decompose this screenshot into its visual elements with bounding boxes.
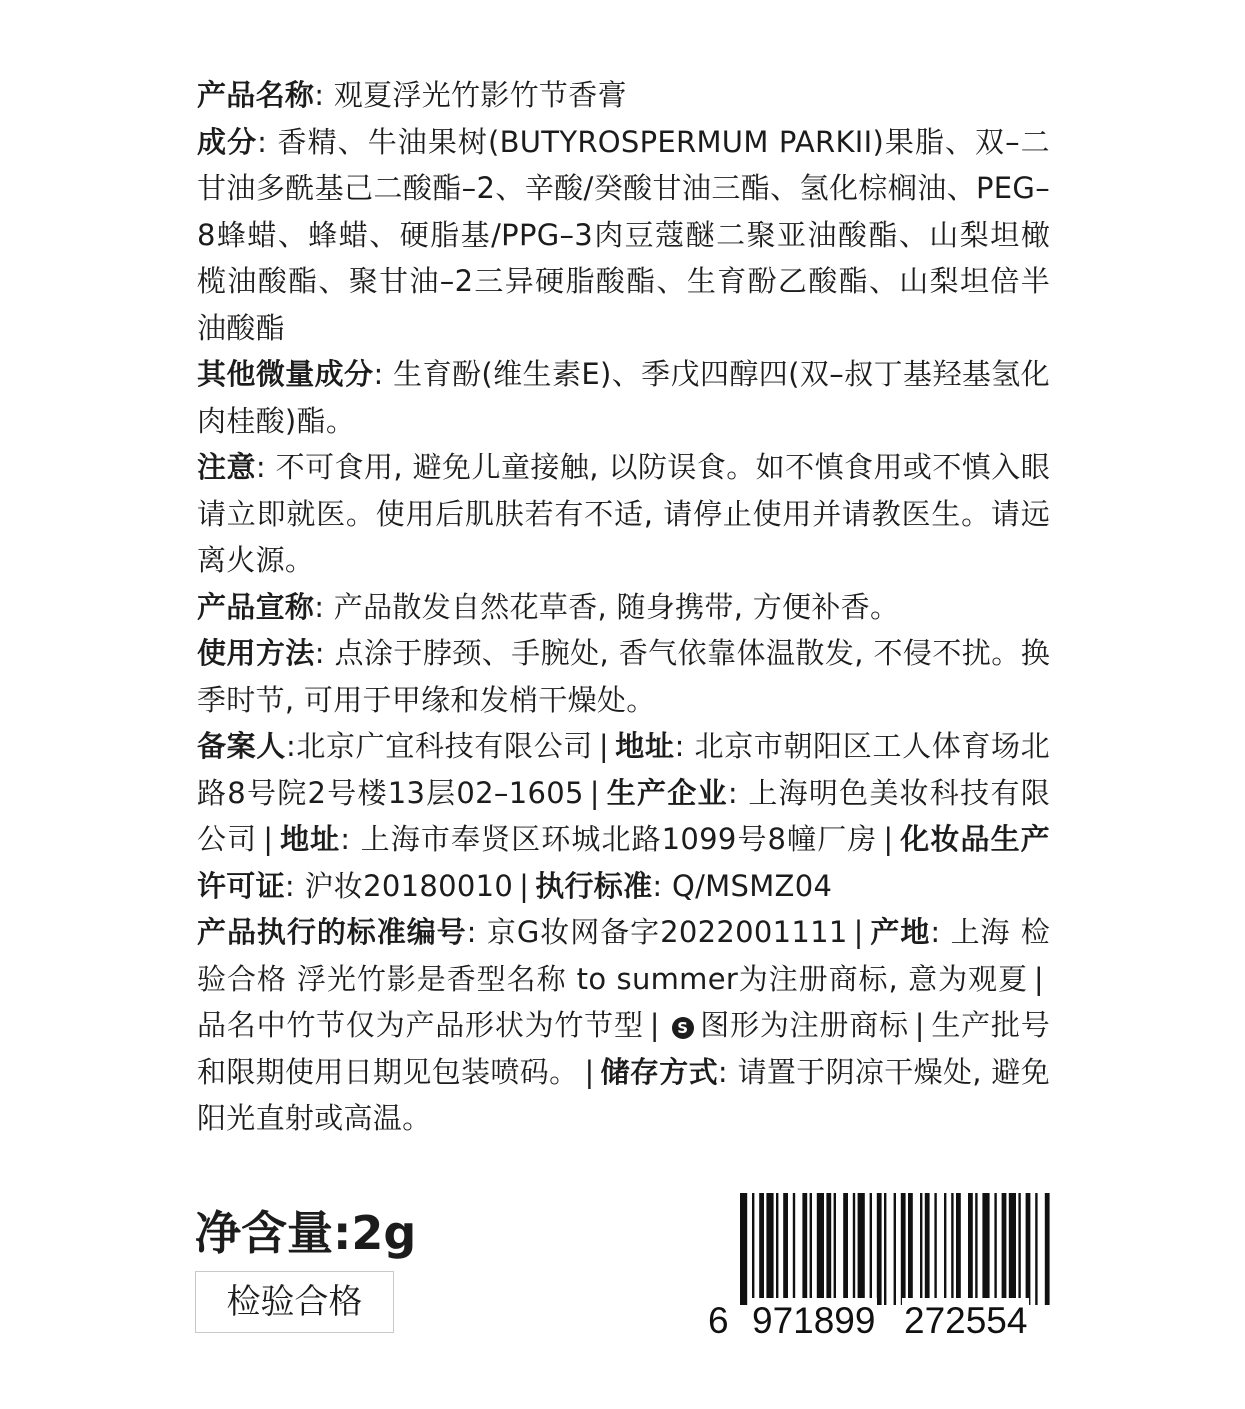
ingredients-value: 香精、牛油果树(BUTYROSPERMUM PARKII)果脂、双–二甘油多酰基己二酸酯–2、辛酸/癸酸甘油三酯、氢化棕榈油、PEG–8蜂蜡、蜂蜡、硬脂基/PPG–3肉豆蔻醚二聚亚油酸酯、山梨坦橄榄油酸酯、聚甘油–2三异硬脂酸酯、生育酚乙酸酯、山梨坦倍半油酸酯 — [197, 124, 1050, 345]
barcode-bar — [1009, 1193, 1016, 1305]
barcode-bar — [853, 1193, 855, 1305]
origin-value: 上海 — [950, 915, 1011, 949]
caution-line: 注意: 不可食用, 避免儿童接触, 以防误食。如不慎食用或不慎入眼请立即就医。使用后肌肤若有不适, 请停止使用并请教医生。请远离火源。 — [197, 450, 1050, 577]
product-name-key: 产品名称 — [197, 78, 315, 112]
usage-key: 使用方法 — [197, 636, 315, 670]
usage-value: 点涂于脖颈、手腕处, 香气依靠体温散发, 不侵不扰。换季时节, 可用于甲缘和发梢干燥处。 — [197, 636, 1050, 717]
barcode-bar — [826, 1193, 831, 1305]
barcode-bar — [994, 1193, 996, 1305]
brand-logo-icon: S — [672, 1017, 694, 1039]
inspection-text: 检验合格 — [197, 915, 1050, 996]
barcode-bar — [920, 1193, 922, 1305]
barcode-bar — [752, 1193, 754, 1305]
maker-value: 上海明色美妆科技有限公司 — [197, 775, 1051, 856]
standard-value: Q/MSMZ04 — [671, 868, 833, 903]
claim-key: 产品宣称 — [197, 589, 315, 624]
barcode-bar — [877, 1193, 882, 1305]
qc-stamp: 检验合格 — [195, 1271, 394, 1333]
storage-key: 储存方式 — [600, 1054, 718, 1089]
standard-no-line: 产品执行的标准编号: 京G妆网备字2022001111 | 产地: 上海 检验合格 浮光竹影是香型名称 to summer为注册商标, 意为观夏 |品名中竹节仅为产品形状为竹节型 | S 图形为注册商标 | 生产批号和限期使用日期见包装喷码。 | 储存方式: 请置于阴凉干燥处, 避免阳光直射或高温。 — [197, 915, 1051, 1135]
registrant-line: 备案人:北京广宜科技有限公司 | 地址: 北京市朝阳区工人体育场北路8号院2号楼13层02–1605 | 生产企业: 上海明色美妆科技有限公司 | 地址: 上海市奉贤区环城北路1099号8幢厂房 | 化妆品生产许可证: 沪妆20180010 | 执行标准: Q/MSMZ04 — [197, 729, 1051, 903]
shape-note: 品名中竹节仅为产品形状为竹节型 — [197, 1008, 644, 1042]
barcode-bar — [1035, 1193, 1037, 1305]
product-label-text — [197, 72, 1050, 1142]
product-name-value: 观夏浮光竹影竹节香膏 — [333, 78, 627, 112]
registrant-key: 备案人 — [197, 729, 286, 763]
barcode-bar — [740, 1193, 747, 1305]
claim-line: 产品宣称: 产品散发自然花草香, 随身携带, 方便补香。 — [197, 589, 900, 624]
barcode-bar — [894, 1193, 896, 1305]
barcode-bar — [759, 1193, 764, 1305]
caution-key: 注意 — [197, 450, 256, 484]
registrant-address-key: 地址 — [614, 729, 675, 763]
claim-value: 产品散发自然花草香, 随身携带, 方便补香。 — [333, 589, 900, 624]
trademark-note: 浮光竹影是香型名称 to summer为注册商标, 意为观夏 — [297, 961, 1028, 996]
standard-no-value: 京G妆网备字2022001111 — [486, 915, 848, 949]
barcode-bar — [975, 1193, 977, 1305]
barcode-bar — [776, 1193, 778, 1305]
maker-key: 生产企业 — [605, 775, 728, 810]
barcode-bar — [1045, 1193, 1050, 1305]
barcode-bar — [858, 1193, 865, 1305]
storage-value: 请置于阴凉干燥处, 避免阳光直射或高温。 — [197, 1054, 1051, 1135]
barcode-bar — [783, 1193, 788, 1305]
barcode-bar — [968, 1193, 973, 1305]
maker-address-key: 地址 — [279, 822, 341, 856]
registrant-value: 北京广宜科技有限公司 — [296, 729, 593, 763]
barcode-bar — [944, 1193, 946, 1305]
logo-trademark-note: 图形为注册商标 — [699, 1008, 909, 1042]
maker-address-value: 上海市奉贤区环城北路1099号8幢厂房 — [360, 822, 878, 856]
barcode-bar — [951, 1193, 953, 1305]
barcode-bar — [925, 1193, 930, 1305]
trace-ingredients-key: 其他微量成分 — [197, 357, 374, 391]
net-content: 净含量:2g — [195, 1206, 417, 1260]
barcode-left-group: 971899 — [752, 1300, 876, 1341]
barcode-bar — [793, 1193, 795, 1305]
barcode-bar — [810, 1193, 812, 1305]
barcode-bar — [870, 1193, 872, 1305]
barcode — [706, 1193, 1052, 1341]
barcode-digits — [706, 1298, 1052, 1343]
trace-ingredients-value: 生育酚(维生素E)、季戊四醇四(双–叔丁基羟基氢化肉桂酸)酯。 — [197, 357, 1050, 438]
barcode-bar — [802, 1193, 807, 1305]
barcode-bar — [1002, 1193, 1007, 1305]
license-key: 化妆品生产许可证 — [197, 822, 1050, 903]
batch-note: 生产批号和限期使用日期见包装喷码。 — [197, 1008, 1050, 1089]
ingredients-line: 成分: 香精、牛油果树(BUTYROSPERMUM PARKII)果脂、双–二甘油多酰基己二酸酯–2、辛酸/癸酸甘油三酯、氢化棕榈油、PEG–8蜂蜡、蜂蜡、硬脂基/PPG–3肉豆蔻醚二聚亚油酸酯、山梨坦橄榄油酸酯、聚甘油–2三异硬脂酸酯、生育酚乙酸酯、山梨坦倍半油酸酯 — [197, 124, 1050, 345]
barcode-bar — [934, 1193, 936, 1305]
caution-value: 不可食用, 避免儿童接触, 以防误食。如不慎食用或不慎入眼请立即就医。使用后肌肤若有不适, 请停止使用并请教医生。请远离火源。 — [197, 450, 1050, 577]
ingredients-key: 成分 — [197, 124, 258, 159]
barcode-right-group: 272554 — [904, 1300, 1028, 1341]
barcode-bar — [982, 1193, 989, 1305]
barcode-bar — [843, 1193, 848, 1305]
usage-line: 使用方法: 点涂于脖颈、手腕处, 香气依靠体温散发, 不侵不扰。换季时节, 可用于甲缘和发梢干燥处。 — [197, 636, 1050, 717]
barcode-bar — [1026, 1193, 1031, 1305]
origin-key: 产地 — [869, 915, 931, 949]
barcode-bar — [1018, 1193, 1020, 1305]
barcode-bar — [956, 1193, 961, 1305]
barcode-bar — [908, 1193, 913, 1305]
trace-ingredients-line: 其他微量成分: 生育酚(维生素E)、季戊四醇四(双–叔丁基羟基氢化肉桂酸)酯。 — [197, 357, 1050, 438]
barcode-bar — [901, 1193, 906, 1305]
registrant-address-value: 北京市朝阳区工人体育场北路8号院2号楼13层02–1605 — [197, 729, 1050, 810]
barcode-bar — [884, 1193, 886, 1305]
license-value: 沪妆20180010 — [304, 868, 514, 903]
barcode-bar — [834, 1193, 836, 1305]
barcode-bar — [817, 1193, 824, 1305]
barcode-first-digit: 6 — [708, 1300, 729, 1341]
standard-key: 执行标准 — [535, 868, 653, 903]
standard-no-key: 产品执行的标准编号 — [197, 915, 467, 949]
product-name-line: 产品名称: 观夏浮光竹影竹节香膏 — [197, 78, 627, 112]
barcode-bar — [766, 1193, 773, 1305]
